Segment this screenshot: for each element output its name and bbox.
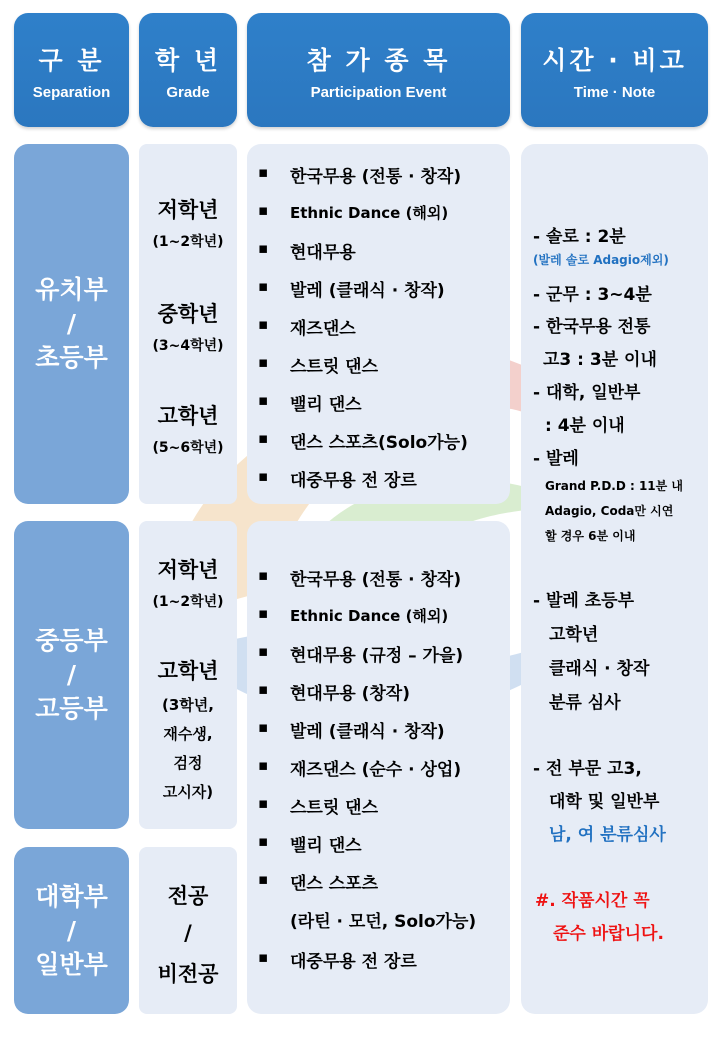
note-solo: - 솔로 : 2분: [533, 227, 626, 247]
grade-secondary-high-sub-1: (3학년,: [162, 696, 214, 714]
category-university-line2: /: [66, 915, 77, 945]
event-label: 현대무용: [290, 243, 356, 263]
header-time-en: Time · Note: [573, 84, 656, 101]
event-label: 댄스 스포츠: [290, 874, 379, 894]
header-time-ko: 시간 · 비고: [542, 46, 687, 75]
bullet-icon: ▪: [258, 239, 269, 257]
bullet-icon: ▪: [258, 642, 269, 660]
list-item: [247, 200, 510, 230]
grade-university-major: 전공: [167, 884, 209, 908]
list-item: [247, 947, 510, 977]
list-item: [247, 428, 510, 458]
grade-elementary-high: 고학년: [157, 404, 219, 428]
header-grade: [139, 13, 237, 127]
list-item: [247, 679, 510, 709]
bullet-icon: ▪: [258, 718, 269, 736]
event-label: 현대무용 (규정 – 가을): [290, 646, 464, 666]
header-time: [521, 13, 708, 127]
list-item: [247, 831, 510, 861]
header-separation: [14, 13, 129, 127]
grade-secondary-high-sub-4: 고시자): [162, 783, 214, 801]
category-elementary-line3: 초등부: [35, 343, 108, 372]
list-item: [247, 238, 510, 268]
event-label: 댄스 스포츠(Solo가능): [290, 433, 468, 453]
bullet-icon: ▪: [258, 604, 269, 622]
note-warning-2: 준수 바랍니다.: [553, 924, 664, 944]
grade-university: [139, 847, 237, 1014]
category-secondary: [14, 521, 129, 829]
note-univ-2: : 4분 이내: [545, 416, 625, 436]
category-elementary-line1: 유치부: [35, 275, 108, 304]
bullet-icon: ▪: [258, 566, 269, 584]
bullet-icon: ▪: [258, 794, 269, 812]
note-all-1: - 전 부문 고3,: [533, 759, 642, 779]
list-item-continuation: [247, 907, 510, 937]
note-group: - 군무 : 3~4분: [533, 285, 652, 305]
header-separation-ko: 구 분: [38, 46, 105, 75]
note-ballet-elem-2: 고학년: [549, 625, 599, 645]
bullet-icon: ▪: [258, 832, 269, 850]
note-ballet-2: Adagio, Coda만 시연: [545, 504, 674, 518]
category-university-line3: 일반부: [35, 949, 108, 979]
bullet-icon: ▪: [258, 163, 269, 181]
header-grade-ko: 학 년: [154, 46, 221, 75]
note-korean-1: - 한국무용 전통: [533, 317, 651, 337]
event-label: (라틴 · 모던, Solo가능): [290, 912, 477, 932]
list-item: [247, 755, 510, 785]
bullet-icon: ▪: [258, 948, 269, 966]
note-ballet: - 발레: [533, 449, 579, 469]
events-secondary: [247, 521, 510, 1014]
grade-elementary: [139, 144, 237, 504]
grade-university-nonmajor: 비전공: [157, 962, 219, 986]
list-item: [247, 869, 510, 899]
category-elementary: [14, 144, 129, 504]
bullet-icon: ▪: [258, 680, 269, 698]
note-ballet-elem-1: - 발레 초등부: [533, 591, 635, 611]
events-elementary: [247, 144, 510, 504]
grade-elementary-mid: 중학년: [157, 302, 219, 326]
category-secondary-line1: 중등부: [35, 626, 108, 655]
category-elementary-line2: /: [66, 309, 77, 338]
event-label: 스트릿 댄스: [290, 357, 379, 377]
list-item: [247, 717, 510, 747]
grade-secondary-low: 저학년: [157, 558, 219, 582]
event-label: 재즈댄스 (순수 · 상업): [290, 760, 462, 780]
event-label: 현대무용 (창작): [290, 684, 410, 704]
grade-elementary-mid-sub: (3~4학년): [152, 338, 224, 354]
grade-elementary-low-sub: (1~2학년): [152, 234, 224, 250]
header-separation-en: Separation: [32, 84, 111, 101]
event-label: Ethnic Dance (해외): [290, 607, 449, 625]
note-all-2: 대학 및 일반부: [549, 792, 660, 812]
bullet-icon: ▪: [258, 315, 269, 333]
grade-secondary-low-sub: (1~2학년): [152, 594, 224, 610]
bullet-icon: ▪: [258, 429, 269, 447]
note-ballet-3: 할 경우 6분 이내: [545, 529, 636, 543]
note-univ-1: - 대학, 일반부: [533, 383, 641, 403]
notes-panel: [521, 144, 708, 1014]
bullet-icon: ▪: [258, 277, 269, 295]
list-item: [247, 641, 510, 671]
note-solo-sub: (발레 솔로 Adagio제외): [533, 253, 669, 267]
grade-secondary-high-sub-2: 재수생,: [163, 725, 213, 743]
list-item: [247, 603, 510, 633]
list-item: [247, 314, 510, 344]
list-item: [247, 390, 510, 420]
list-item: [247, 352, 510, 382]
grade-elementary-high-sub: (5~6학년): [152, 440, 224, 456]
list-item: [247, 466, 510, 496]
event-label: 발레 (클래식 · 창작): [290, 281, 445, 301]
note-korean-2: 고3 : 3분 이내: [543, 350, 657, 370]
event-label: 대중무용 전 장르: [290, 471, 417, 491]
note-ballet-elem-3: 클래식 · 창작: [549, 659, 650, 679]
grade-secondary-high-sub-3: 검정: [173, 754, 203, 772]
bullet-icon: ▪: [258, 870, 269, 888]
grade-university-slash: /: [184, 921, 192, 945]
event-label: 한국무용 (전통 · 창작): [290, 167, 462, 187]
event-label: 밸리 댄스: [290, 836, 362, 856]
event-label: 밸리 댄스: [290, 395, 362, 415]
category-university: [14, 847, 129, 1014]
note-all-3: 남, 여 분류심사: [549, 825, 666, 845]
header-event-ko: 참 가 종 목: [306, 46, 451, 75]
bullet-icon: ▪: [258, 391, 269, 409]
category-secondary-line3: 고등부: [35, 694, 108, 723]
grade-secondary: [139, 521, 237, 829]
grade-secondary-high: 고학년: [157, 659, 219, 683]
event-label: 대중무용 전 장르: [290, 952, 417, 972]
header-event: [247, 13, 510, 127]
bullet-icon: ▪: [258, 756, 269, 774]
bullet-icon: ▪: [258, 467, 269, 485]
event-label: 재즈댄스: [290, 319, 356, 339]
event-label: 스트릿 댄스: [290, 798, 379, 818]
header-grade-en: Grade: [166, 84, 210, 101]
event-label: 발레 (클래식 · 창작): [290, 722, 445, 742]
bullet-icon: ▪: [258, 201, 269, 219]
note-ballet-elem-4: 분류 심사: [549, 693, 621, 713]
list-item: [247, 793, 510, 823]
event-label: Ethnic Dance (해외): [290, 204, 449, 222]
header-event-en: Participation Event: [310, 84, 447, 101]
bullet-icon: ▪: [258, 353, 269, 371]
event-label: 한국무용 (전통 · 창작): [290, 570, 462, 590]
category-secondary-line2: /: [66, 660, 77, 689]
list-item: [247, 162, 510, 192]
category-university-line1: 대학부: [35, 881, 108, 911]
list-item: [247, 276, 510, 306]
list-item: [247, 565, 510, 595]
note-warning-1: #. 작품시간 꼭: [535, 891, 650, 911]
grade-elementary-low: 저학년: [157, 198, 219, 222]
note-ballet-1: Grand P.D.D : 11분 내: [545, 479, 684, 493]
